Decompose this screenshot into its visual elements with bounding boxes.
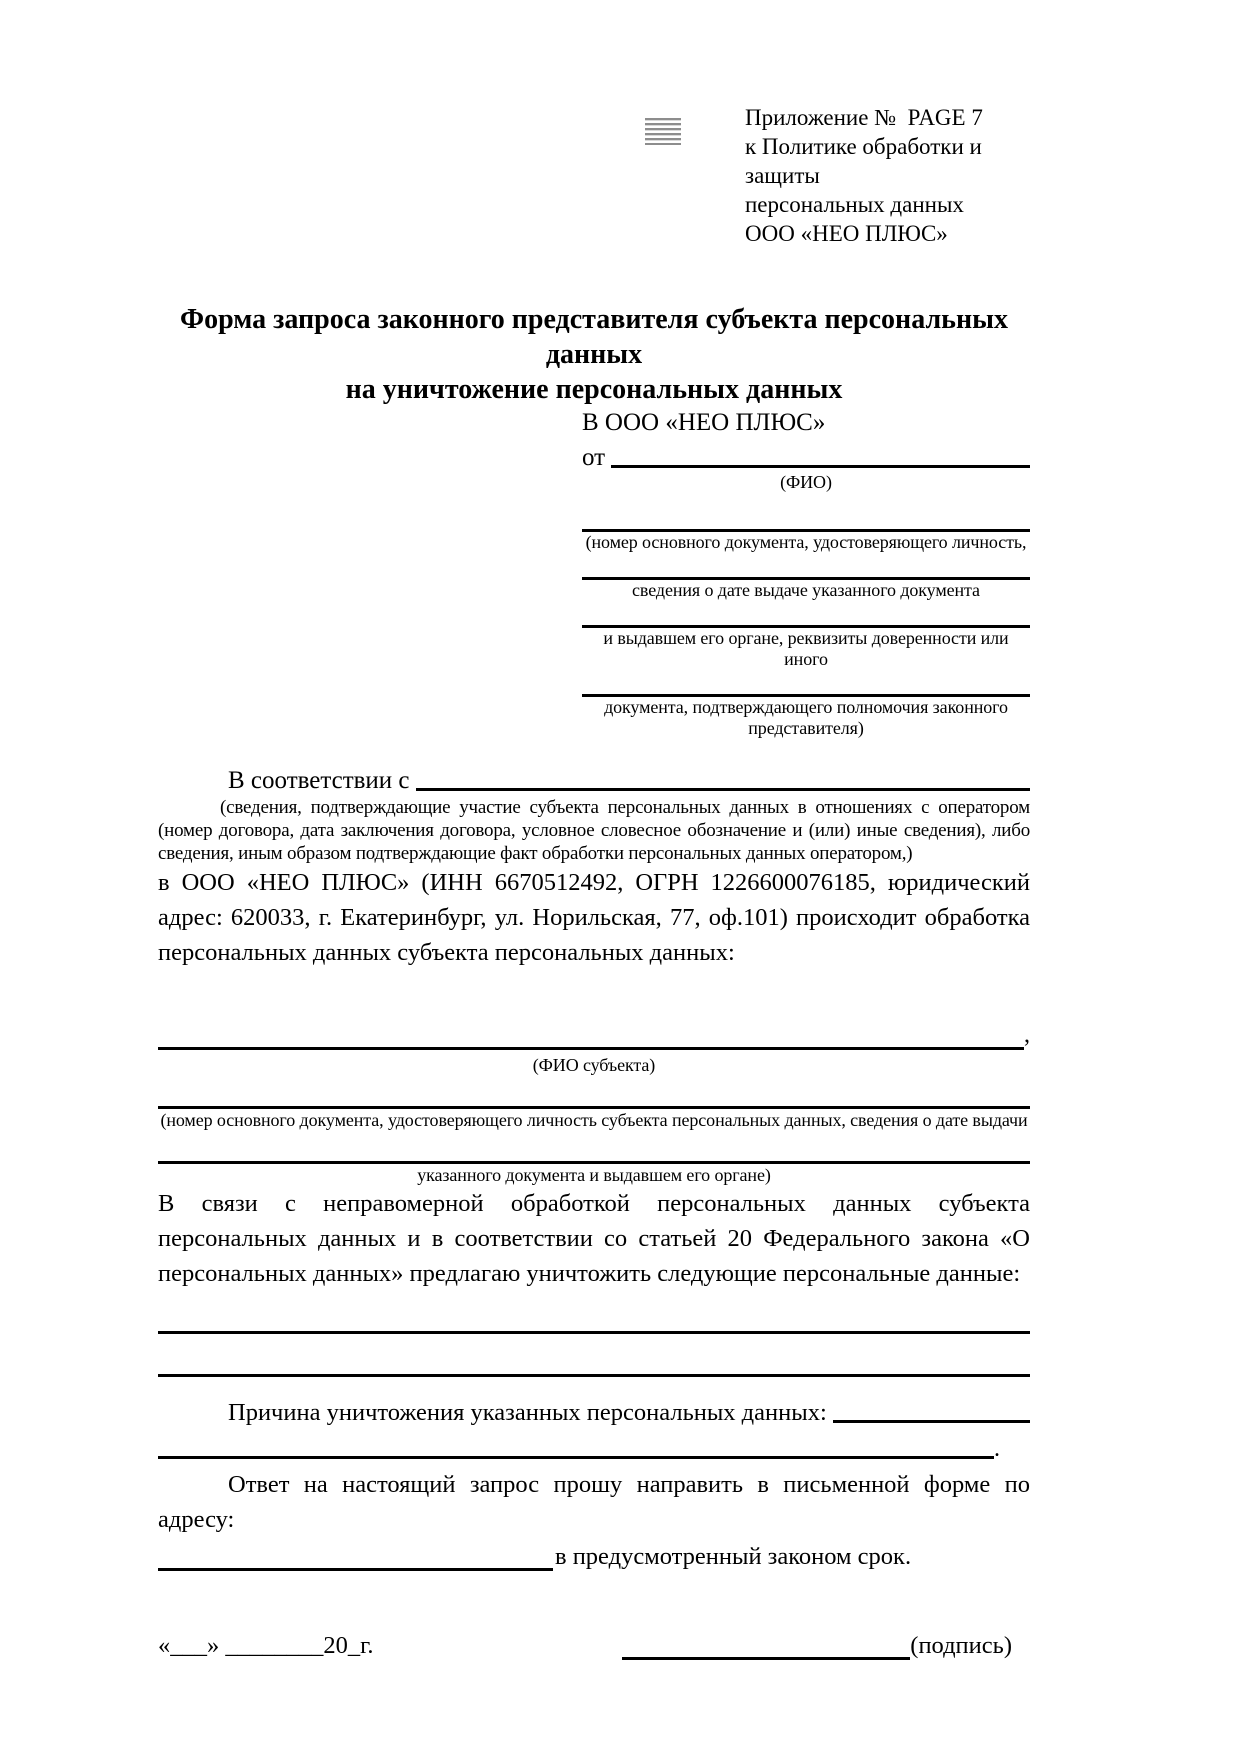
compliance-note: (сведения, подтверждающие участие субъекта персональных данных в отношениях с оператором (номер договора, дата заключения договора, условное словесное обозначение и (или) иные сведения), либо сведения, иным образом подтверждающие факт обработки персональных данных оператором,)	[158, 797, 1030, 864]
subject-name-blank-line[interactable]	[158, 1022, 1024, 1050]
subject-name-field	[158, 1022, 1030, 1054]
document-title-line1: Форма запроса законного представителя субъекта персональных данных	[180, 304, 1008, 370]
date-line[interactable]: «___» ________20_г.	[158, 1632, 374, 1659]
signature-blank-line[interactable]	[622, 1629, 910, 1660]
document-title-line2: на уничтожение персональных данных	[345, 374, 843, 405]
field-caption: сведения о дате выдаче указанного документа	[632, 580, 980, 600]
operator-paragraph: в ООО «НЕО ПЛЮС» (ИНН 6670512492, ОГРН 1226600076185, юридический адрес: 620033, г. Екатеринбург, ул. Норильская, 77, оф.101) происходит обработка персональных данных субъекта персональных данных:	[158, 869, 1030, 966]
reason-blank-line[interactable]	[158, 1424, 994, 1459]
representative-doc-blank-line[interactable]	[582, 601, 1030, 628]
line-suffix: ,	[1024, 1022, 1030, 1048]
reason-lead: Причина уничтожения указанных персональных данных:	[228, 1399, 827, 1426]
subject-doc-blank-line[interactable]	[158, 1076, 1030, 1109]
field-caption: (ФИО субъекта)	[532, 1055, 656, 1075]
address-blank-line[interactable]	[158, 1538, 553, 1571]
data-to-destroy-blank-line[interactable]	[158, 1334, 1030, 1377]
document-title	[158, 302, 1030, 407]
appendix-line: ООО «НЕО ПЛЮС»	[745, 221, 948, 246]
reason-field-line2	[158, 1427, 1030, 1463]
answer-paragraph: Ответ на настоящий запрос прошу направить в письменной форме по адресу:	[158, 1471, 1030, 1533]
addressee-block	[582, 407, 1030, 739]
representative-doc-blank-line[interactable]	[582, 670, 1030, 697]
representative-doc-blank-line[interactable]	[582, 553, 1030, 580]
data-to-destroy-blank-line[interactable]	[158, 1291, 1030, 1334]
appendix-line: Приложение № PAGE 7	[745, 105, 983, 130]
embedded-lines-icon	[645, 118, 681, 145]
answer-address-field	[158, 1537, 1030, 1571]
reason-blank-line[interactable]	[833, 1390, 1030, 1423]
field-caption: (ФИО)	[780, 472, 832, 492]
representative-doc-blank-line[interactable]	[582, 505, 1030, 532]
compliance-field	[158, 761, 1030, 795]
field-caption: и выдавшем его органе, реквизиты доверенности или иного	[603, 628, 1009, 669]
appendix-line: к Политике обработки и защиты	[745, 134, 988, 188]
reason-field	[158, 1393, 1030, 1427]
field-caption: (номер основного документа, удостоверяющего личность,	[585, 532, 1027, 552]
field-caption: (номер основного документа, удостоверяющего личность субъекта персональных данных, сведения о дате выдачи	[160, 1110, 1028, 1130]
representative-name-field	[582, 438, 1030, 472]
appendix-block	[745, 103, 1030, 248]
signature-row	[158, 1629, 1030, 1660]
signature-block	[622, 1629, 1012, 1660]
from-label: от	[582, 444, 606, 471]
field-caption: указанного документа и выдавшем его органе)	[417, 1165, 771, 1185]
addressee-to: В ООО «НЕО ПЛЮС»	[582, 409, 826, 436]
answer-line2-text: в предусмотренный законом срок.	[555, 1543, 912, 1570]
compliance-lead: В соответствии с	[228, 767, 410, 794]
appendix-line: персональных данных	[745, 192, 964, 217]
field-caption: документа, подтверждающего полномочия законного представителя)	[604, 697, 1008, 738]
compliance-blank-line[interactable]	[416, 758, 1030, 791]
representative-name-blank-line[interactable]	[611, 435, 1030, 468]
line-suffix: .	[994, 1436, 1000, 1462]
subject-doc-blank-line[interactable]	[158, 1131, 1030, 1164]
signature-caption: (подпись)	[910, 1632, 1012, 1659]
demand-paragraph: В связи с неправомерной обработкой персональных данных субъекта персональных данных и в соответствии со статьей 20 Федерального закона «О персональных данных» предлагаю уничтожить следующие персональные данные:	[158, 1190, 1030, 1287]
